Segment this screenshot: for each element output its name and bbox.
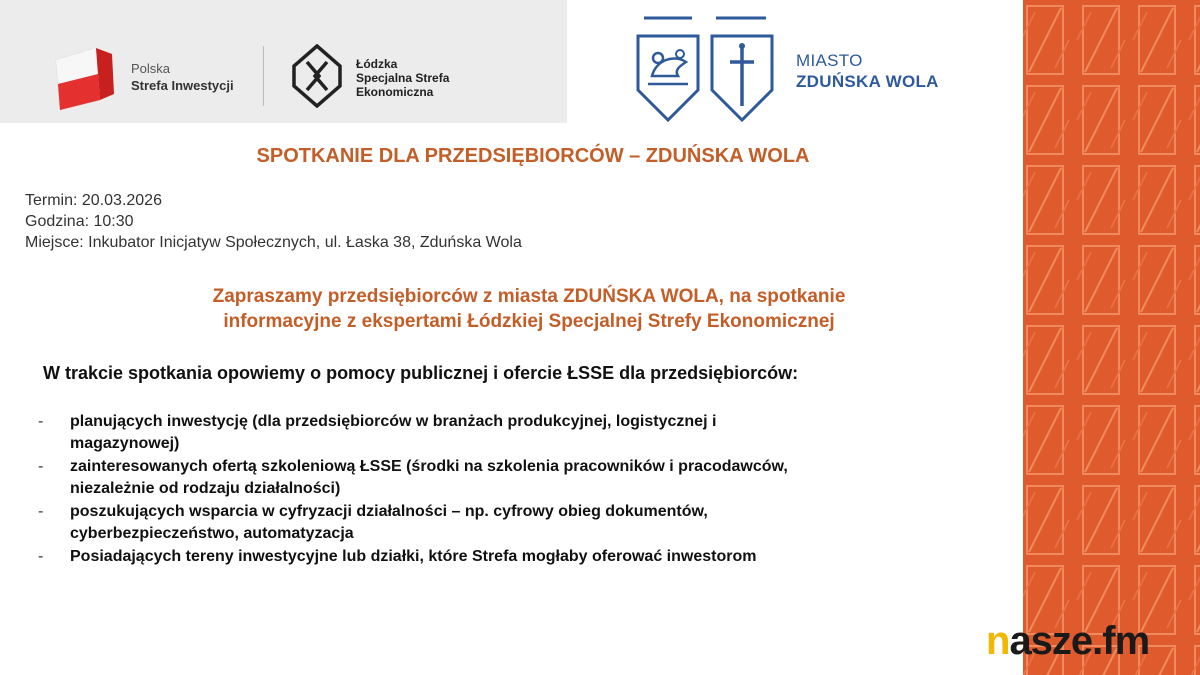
list-item-line2: magazynowej) [70, 434, 180, 452]
lsse-logo-line3: Ekonomiczna [356, 85, 434, 99]
list-dash: - [38, 413, 44, 430]
watermark-part1: n [986, 619, 1010, 663]
zdunska-wola-crest-logo [634, 16, 776, 124]
event-time: Godzina: 10:30 [25, 213, 134, 230]
logo-divider [263, 46, 264, 106]
watermark-part2: asze.fm [1009, 619, 1150, 663]
list-item-line2: niezależnie od rodzaju działalności) [70, 479, 341, 497]
list-dash: - [38, 548, 44, 565]
partner-logos-band [0, 0, 567, 123]
lsse-logo-line2: Specjalna Strefa [356, 71, 450, 85]
page-title: SPOTKANIE DLA PRZEDSIĘBIORCÓW – ZDUŃSKA WOLA [256, 145, 810, 167]
agenda-list [38, 411, 1013, 570]
list-item-line1: poszukujących wsparcia w cyfryzacji działalności – np. cyfrowy obieg dokumentów, [70, 503, 708, 520]
psi-logo-text [131, 60, 234, 94]
lsse-logo-text [356, 57, 449, 99]
psi-logo-line2: Strefa Inwestycji [131, 78, 234, 93]
list-item [38, 456, 1013, 499]
invitation-line2: informacyjne z ekspertami Łódzkiej Specjalnej Strefy Ekonomicznej [223, 311, 835, 332]
list-item-line2: cyberbezpieczeństwo, automatyzacja [70, 524, 354, 542]
agenda-intro: W trakcie spotkania opowiemy o pomocy publicznej i ofercie ŁSSE dla przedsiębiorców: [43, 363, 799, 383]
list-item-line1: planujących inwestycję (dla przedsiębiorców w branżach produkcyjnej, logistycznej i [70, 413, 717, 430]
list-item-line1: zainteresowanych ofertą szkoleniową ŁSSE (środki na szkolenia pracowników i pracodawców, [70, 458, 788, 475]
lsse-logo-line1: Łódzka [356, 57, 398, 71]
decorative-pattern [1023, 0, 1200, 675]
invitation-line1: Zapraszamy przedsiębiorców z miasta ZDUŃSKA WOLA, na spotkanie [212, 286, 846, 307]
psi-logo-line1: Polska [131, 61, 171, 76]
city-logo-text [796, 50, 939, 92]
lsse-logo-mark [292, 44, 342, 108]
list-item-line1: Posiadających tereny inwestycyjne lub działki, które Strefa mogłaby oferować inwestorom [70, 548, 757, 565]
city-logo-line1: MIASTO [796, 51, 863, 70]
polska-strefa-inwestycji-logo [50, 44, 114, 110]
list-dash: - [38, 503, 44, 520]
event-date: Termin: 20.03.2026 [25, 192, 162, 209]
nasze-fm-watermark [986, 617, 1149, 665]
event-details [25, 190, 522, 253]
invitation-text [0, 284, 1058, 334]
list-item [38, 501, 1013, 544]
list-item [38, 546, 1013, 568]
list-item [38, 411, 1013, 454]
decorative-orange-panel [1023, 0, 1200, 675]
city-logo-line2: ZDUŃSKA WOLA [796, 72, 939, 91]
event-place: Miejsce: Inkubator Inicjatyw Społecznych, ul. Łaska 38, Zduńska Wola [25, 234, 522, 251]
list-dash: - [38, 458, 44, 475]
